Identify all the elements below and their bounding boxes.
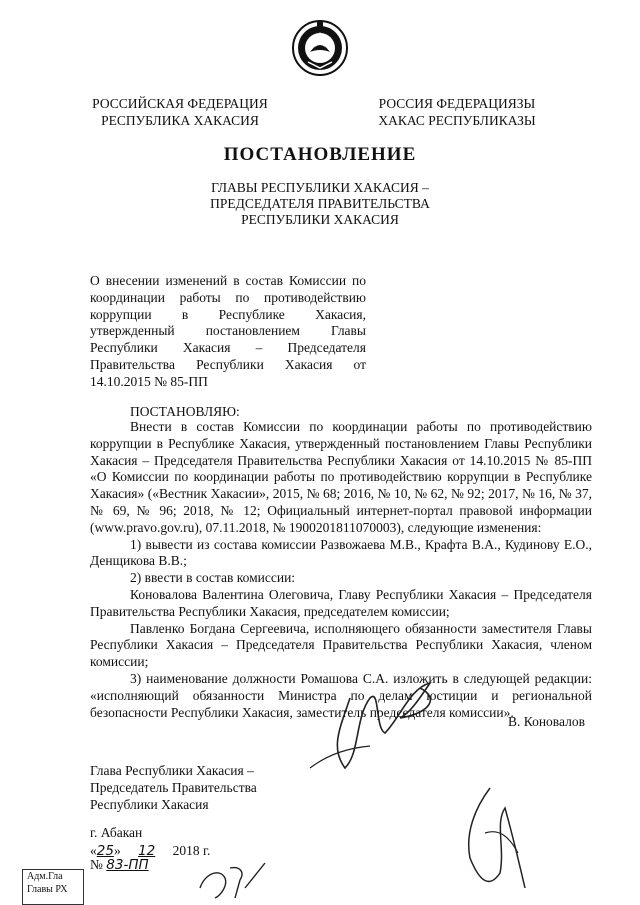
signatory-name: В. Коновалов	[508, 714, 585, 729]
body-paragraph-5: Павленко Богдана Сергеевича, исполняющего обязанности заместителя Главы Республики Хакасия – Председателя Правительства Республики Хакасия, членом комиссии;	[90, 620, 592, 670]
signature-position	[90, 763, 290, 813]
body-paragraph-3: 2) ввести в состав комиссии:	[130, 570, 296, 586]
body-paragraph-4: Коновалова Валентина Олеговича, Главу Республики Хакасия – Председателя Правительства Республики Хакасия, председателем комиссии;	[90, 586, 592, 619]
signature-position-line-2: Председатель Правительства	[90, 779, 257, 795]
signature-position-line-3: Республики Хакасия	[90, 796, 209, 812]
document-title: ПОСТАНОВЛЕНИЕ	[223, 144, 417, 165]
subtitle-line-1: ГЛАВЫ РЕСПУБЛИКИ ХАКАСИЯ –	[211, 180, 429, 195]
header-right-line-2: ХАКАС РЕСПУБЛИКАЗЫ	[378, 113, 536, 128]
handwritten-signature	[290, 658, 620, 903]
document-number	[90, 857, 149, 873]
document-subject: О внесении изменений в состав Комиссии по координации работы по противодействию коррупции в Республике Хакасия, утвержденный постановлением Главы Республики Хакасия – Председателя Правительства Республики Хакасия от 14.10.2015 № 85-ПП	[90, 273, 366, 389]
body-paragraph-6: 3) наименование должности Ромашова С.А. изложить в следующей редакции: «исполняющий обязанности Министра по делам юстиции и региональной безопасности Республики Хакасия, заместитель председателя комиссии».	[90, 670, 592, 720]
number-prefix: №	[90, 857, 103, 872]
header-left-line-1: РОССИЙСКАЯ ФЕДЕРАЦИЯ	[92, 96, 268, 111]
handwritten-mark	[190, 858, 270, 903]
stamp-line-2: Главы РХ	[27, 884, 68, 895]
header-right-line-1: РОССИЯ ФЕДЕРАЦИЯЗЫ	[378, 96, 536, 111]
date-year: 2018 г.	[172, 843, 211, 858]
subtitle-line-3: РЕСПУБЛИКИ ХАКАСИЯ	[241, 212, 399, 227]
body-paragraph-1: Внести в состав Комиссии по координации работы по противодействию коррупции в Республике Хакасия, утвержденный постановлением Главы Республики Хакасия – Председателя Правительства Республики Хакасия от 14.10.2015 № 85-ПП «О Комиссии по координации работы по противодействию коррупции в Республике Хакасия» («Вестник Хакасии», 2015, № 68; 2016, № 10, № 62, № 92; 2017, № 16, № 37, № 69, № 96; 2018, № 12; Официальный интернет-портал правовой информации (www.pravo.gov.ru), 07.11.2018, № 1900201811070003), следующие изменения:	[90, 419, 592, 535]
header-right	[372, 95, 542, 129]
header-left	[85, 95, 275, 129]
registration-stamp	[22, 869, 84, 905]
coat-of-arms-emblem	[290, 18, 350, 78]
document-date: «25» 12 2018 г.	[90, 843, 211, 859]
subtitle-line-2: ПРЕДСЕДАТЕЛЯ ПРАВИТЕЛЬСТВА	[210, 196, 430, 211]
document-subtitle	[0, 180, 640, 228]
place: г. Абакан	[90, 825, 143, 840]
date-month: 12	[138, 843, 156, 859]
body-paragraph-2: 1) вывести из состава комиссии Развожаева М.В., Крафта В.А., Кудинову Е.О., Денщикова В.В.;	[90, 536, 592, 569]
signature-position-line-1: Глава Республики Хакасия –	[90, 763, 254, 778]
number-value: 83-ПП	[106, 857, 149, 873]
stamp-line-1: Адм.Гла	[27, 871, 63, 882]
header-left-line-2: РЕСПУБЛИКА ХАКАСИЯ	[101, 113, 259, 128]
date-day: 25	[96, 843, 114, 859]
decree-word: ПОСТАНОВЛЯЮ:	[130, 404, 240, 419]
